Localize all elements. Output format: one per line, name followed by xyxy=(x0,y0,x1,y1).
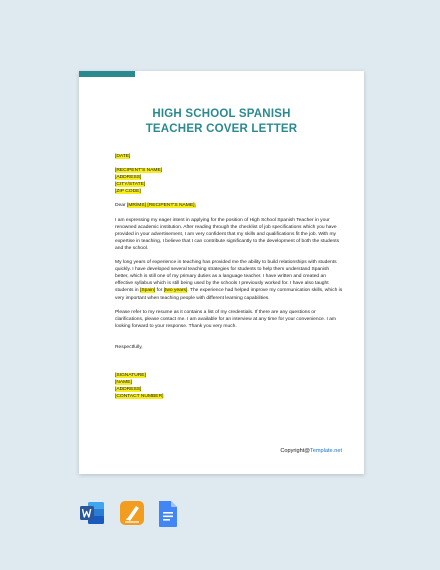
pages-icon[interactable] xyxy=(119,500,145,531)
title-line-2: TEACHER COVER LETTER xyxy=(145,123,298,135)
document-page xyxy=(79,71,364,474)
recipient-name: [RECIPENT'S NAME] xyxy=(115,168,163,174)
paragraph-2-text-b: . The experience had helped improve my communication skills, which is very important when teaching people with different learning capabilities. xyxy=(115,288,343,301)
letter-body xyxy=(115,153,343,400)
paragraph-2 xyxy=(115,259,343,302)
location-placeholder: [Spain] xyxy=(140,288,156,294)
accent-bar xyxy=(79,71,135,77)
copyright-brand[interactable]: Template.net xyxy=(309,448,342,454)
recipient-zip: [ZIP CODE] xyxy=(115,189,141,195)
recipient-block xyxy=(115,167,343,195)
title-line-1: HIGH SCHOOL SPANISH xyxy=(152,108,291,120)
salutation-placeholder: [MR/MS] [RECIPENT'S NAME], xyxy=(126,203,196,209)
paragraph-2-text-a: My long years of experience in teaching has provided me the ability to build relationships with students quickly. I have developed several teaching strategies for students to help them understand Spanish better, which is still one of my primary duties as a language teacher. I have written and created an effective syllabus which is still being used by the schools I previously worked for. I have also taught students in xyxy=(115,260,337,294)
address-placeholder: [ADDRESS] xyxy=(115,387,142,393)
closing: Respectfully, xyxy=(115,344,143,350)
duration-placeholder: [two years] xyxy=(163,288,188,294)
copyright-prefix: Copyright@ xyxy=(280,448,310,454)
paragraph-2-for: for xyxy=(156,288,163,294)
salutation-prefix: Dear xyxy=(115,203,126,209)
paragraph-1: I am expressing my eager intent in applying for the position of High School Spanish Teacher in your renowned academic institution. After reading through the checklist of job specifications which you have provided in your advertisement, I am very confident that my skills and qualifications fit the job. With my expertise in teaching, I believe that I can contribute significantly to the development of both the students and the school. xyxy=(115,217,340,251)
google-docs-icon[interactable] xyxy=(157,500,179,533)
signature-placeholder: [SIGNATURE] xyxy=(115,372,146,378)
name-placeholder: [NAME] xyxy=(115,380,132,386)
recipient-address: [ADDRESS] xyxy=(115,175,142,181)
date-line xyxy=(115,153,343,160)
paragraph-3: Please refer to my resume as it contains a list of my credentials. If there are any questions or clarifications, please contact me. I am available for an interview at any time for your convenience. I am looking forward to your response. Thank you very much. xyxy=(115,309,336,329)
document-title xyxy=(79,107,364,137)
word-icon[interactable] xyxy=(79,500,105,531)
date-placeholder: [DATE] xyxy=(115,154,131,159)
recipient-city-state: [CITY/STATE] xyxy=(115,182,146,188)
signature-block xyxy=(115,372,343,400)
contact-number-placeholder: [CONTACT NUMBER] xyxy=(115,394,164,400)
salutation xyxy=(115,202,343,209)
copyright-footer xyxy=(280,448,342,454)
